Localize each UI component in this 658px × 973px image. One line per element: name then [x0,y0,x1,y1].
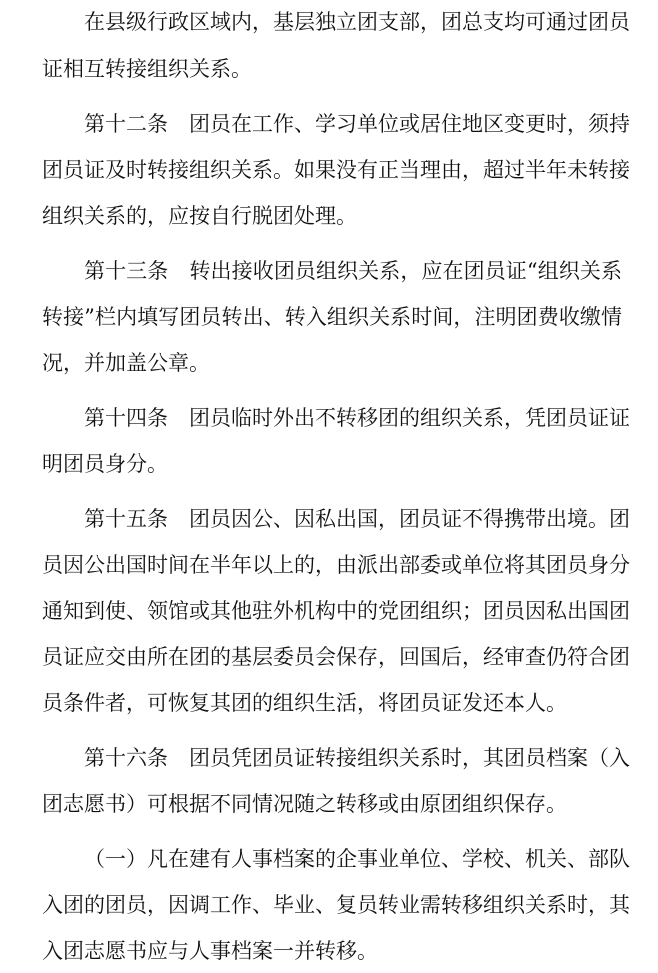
text-line: 第十六条 团员凭团员证转接组织关系时，其团员档案（入 [84,746,630,770]
text-line: 员因公出国时间在半年以上的，由派出部委或单位将其团员身分 [42,553,630,577]
text-line: 第十五条 团员因公、因私出国，团员证不得携带出境。团 [84,507,630,531]
text-line: 团员证及时转接组织关系。如果没有正当理由，超过半年未转接 [42,158,630,182]
text-line: 团志愿书）可根据不同情况随之转移或由原团组织保存。 [42,792,567,816]
text-line: 员证应交由所在团的基层委员会保存，回国后，经审查仍符合团 [42,645,630,669]
text-line: 转接”栏内填写团员转出、转入组织关系时间，注明团费收缴情 [42,305,622,329]
text-line: 第十四条 团员临时外出不转移团的组织关系，凭团员证证 [84,406,630,430]
text-line: （一）凡在建有人事档案的企事业单位、学校、机关、部队 [84,847,630,871]
text-line: 通知到使、领馆或其他驻外机构中的党团组织；团员因私出国团 [42,599,630,623]
text-line: 明团员身分。 [42,452,168,476]
text-line: 员条件者，可恢复其团的组织生活，将团员证发还本人。 [42,691,567,715]
text-line: 在县级行政区域内，基层独立团支部，团总支均可通过团员 [84,10,630,34]
text-line: 第十三条 转出接收团员组织关系，应在团员证“组织关系 [84,259,622,283]
text-line: 证相互转接组织关系。 [42,57,252,81]
text-line: 组织关系的，应按自行脱团处理。 [42,204,357,228]
text-line: 况，并加盖公章。 [42,351,210,375]
text-line: 入团志愿书应与人事档案一并转移。 [42,939,378,963]
text-line: 第十二条 团员在工作、学习单位或居住地区变更时，须持 [84,112,630,136]
text-line: 入团的团员，因调工作、毕业、复员转业需转移组织关系时，其 [42,893,630,917]
